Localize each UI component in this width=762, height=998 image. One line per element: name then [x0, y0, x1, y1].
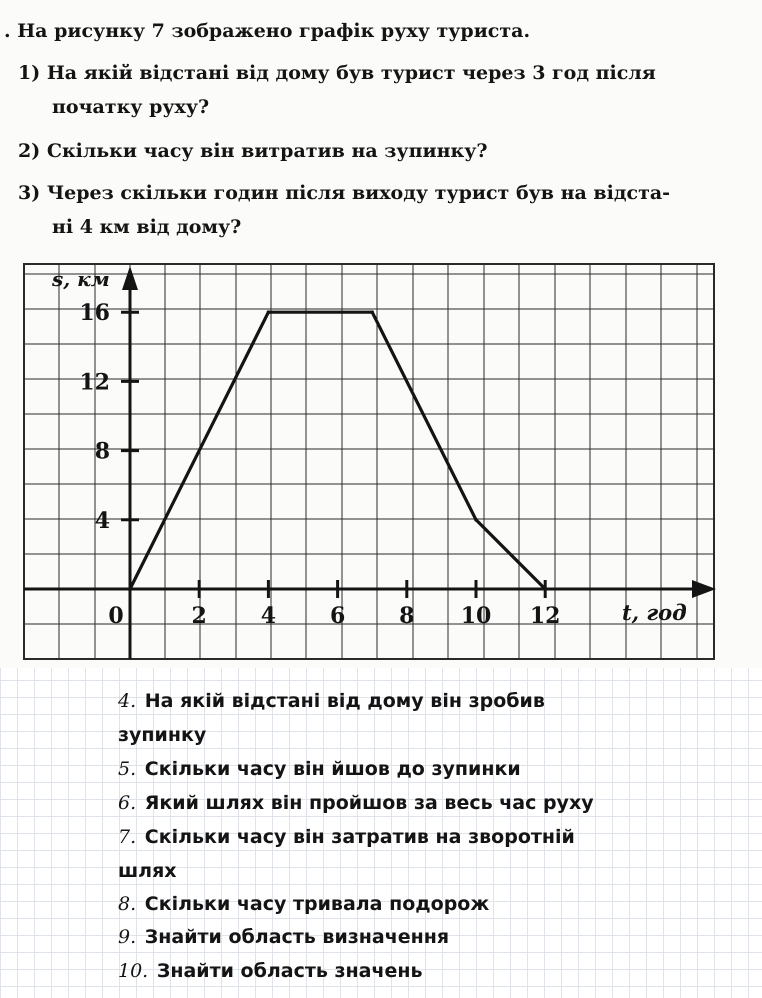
question-8: [118, 893, 489, 915]
question-number: 6.: [118, 792, 137, 814]
question-6: [118, 792, 594, 814]
data-point: [128, 587, 132, 591]
question-4-continued: зупинку: [118, 724, 207, 746]
y-tick-label: 16: [79, 300, 110, 327]
question-3-line-2: ні 4 км від дому?: [52, 216, 242, 238]
x-tick-label: 2: [191, 603, 207, 629]
x-tick-label: 4: [260, 603, 277, 629]
x-tick-label: 8: [399, 603, 415, 629]
data-point: [543, 587, 547, 591]
problem-intro: . На рисунку 7 зображено графік руху туриста.: [4, 20, 531, 42]
question-9: [118, 926, 449, 948]
question-5: [118, 758, 521, 780]
x-tick-label: 0: [108, 603, 124, 629]
y-tick-label: 4: [94, 507, 110, 534]
x-tick-label: 10: [460, 603, 492, 629]
series-segment: [130, 312, 268, 589]
question-3-line-1: 3) Через скільки годин після виходу турист був на відста-: [18, 182, 671, 204]
question-4: [118, 690, 545, 712]
question-1-line-2: початку руху?: [52, 96, 210, 118]
data-point: [474, 518, 478, 522]
y-axis-arrow: [122, 266, 138, 290]
question-text: Скільки часу він затратив на зворотній: [144, 826, 575, 848]
question-text: Скільки часу він йшов до зупинки: [144, 758, 521, 780]
x-tick-label: 12: [529, 603, 561, 629]
question-text: Який шлях він пройшов за весь час руху: [144, 792, 594, 814]
x-axis-arrow: [692, 580, 716, 598]
question-10: [118, 960, 423, 982]
question-number: 5.: [118, 758, 137, 780]
question-number: 10.: [118, 960, 149, 982]
y-tick-label: 8: [94, 438, 110, 465]
question-text: Знайти область визначення: [144, 926, 450, 948]
x-axis-label: t, год: [622, 600, 687, 625]
y-tick-label: 12: [79, 369, 110, 396]
question-text: На якій відстані від дому він зробив: [144, 690, 545, 712]
data-point: [370, 310, 374, 314]
question-7-continued: шлях: [118, 860, 177, 882]
x-tick-label: 6: [329, 603, 346, 629]
question-text: Знайти область значень: [156, 960, 423, 982]
question-number: 7.: [118, 826, 137, 848]
question-number: 9.: [118, 926, 137, 948]
y-axis-label: s, км: [52, 267, 110, 291]
question-number: 8.: [118, 893, 137, 915]
motion-graph: [0, 258, 762, 668]
question-1-line-1: 1) На якій відстані від дому був турист через 3 год після: [18, 62, 656, 84]
data-point: [267, 310, 271, 314]
series-segment: [372, 312, 476, 520]
grid-frame: [24, 264, 714, 659]
question-7: [118, 826, 575, 848]
question-text: Скільки часу тривала подорож: [144, 893, 490, 915]
question-number: 4.: [118, 690, 137, 712]
question-2: 2) Скільки часу він витратив на зупинку?: [18, 140, 488, 162]
textbook-problem: [0, 0, 762, 258]
